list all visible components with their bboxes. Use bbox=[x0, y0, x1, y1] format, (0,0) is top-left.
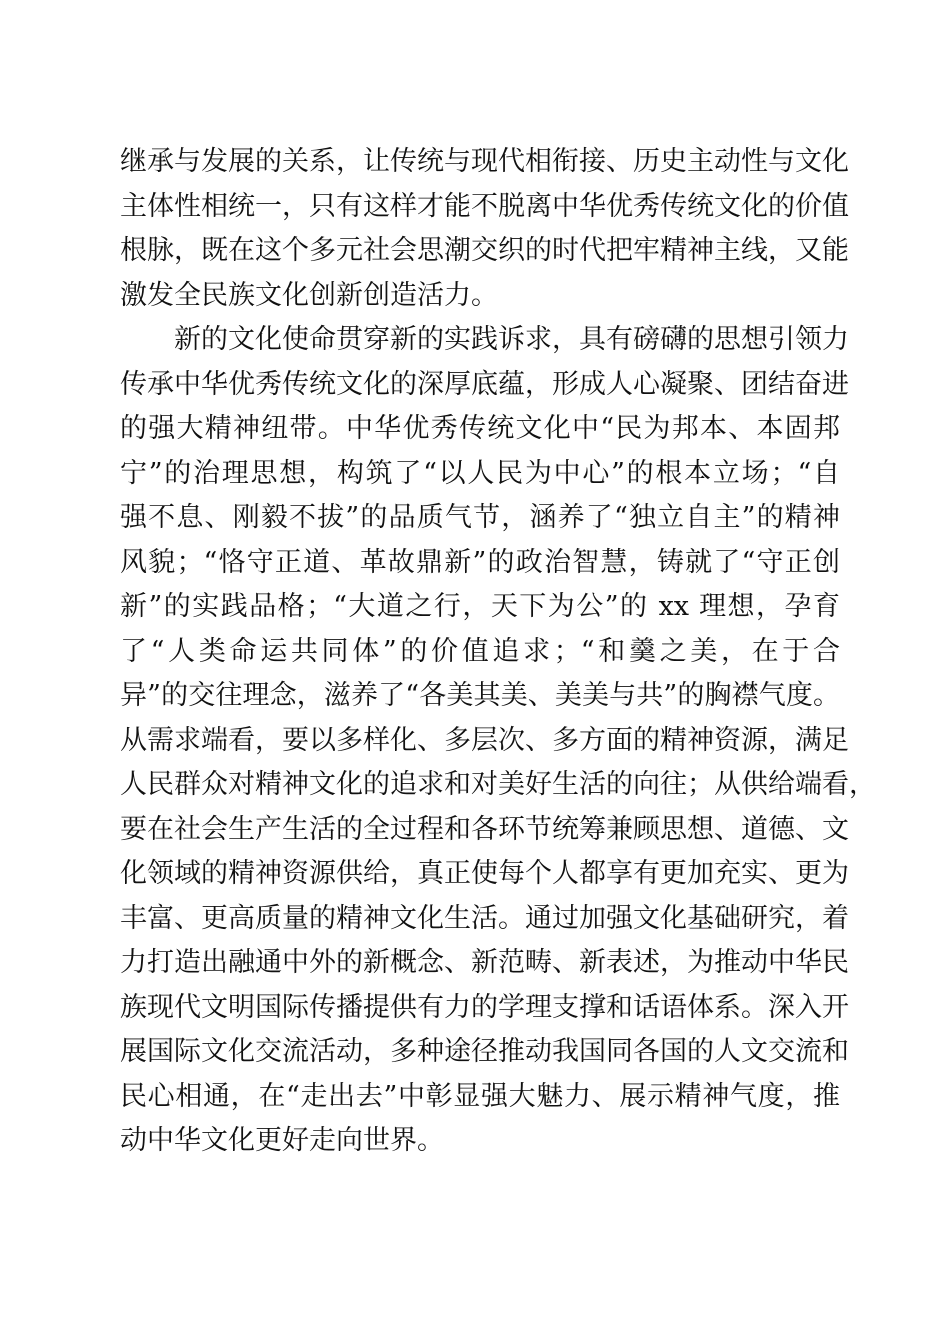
text-line: 展国际文化交流活动，多种途径推动我国同各国的人文交流和 bbox=[120, 1036, 849, 1067]
text-line: 激发全民族文化创新创造活力。 bbox=[120, 279, 498, 311]
paragraph-2 bbox=[120, 318, 876, 1164]
text-line: 了“人类命运共同体”的价值追求；“和羹之美，在于合 bbox=[120, 635, 840, 667]
text-line: 从需求端看，要以多样化、多层次、多方面的精神资源，满足 bbox=[120, 724, 849, 756]
text-line: 继承与发展的关系，让传统与现代相衔接、历史主动性与文化 bbox=[120, 146, 849, 177]
text-line: 的强大精神纽带。中华优秀传统文化中“民为邦本、本固邦 bbox=[120, 413, 840, 444]
text-line: 新”的实践品格；“大道之行，天下为公”的 xx 理想，孕育 bbox=[120, 591, 840, 622]
text-line: 民心相通，在“走出去”中彰显强大魅力、展示精神气度，推 bbox=[120, 1080, 840, 1112]
text-line: 传承中华优秀传统文化的深厚底蕴，形成人心凝聚、团结奋进 bbox=[120, 368, 849, 400]
text-line: 人民群众对精神文化的追求和对美好生活的向往；从供给端看， bbox=[120, 769, 876, 800]
text-line: 动中华文化更好走向世界。 bbox=[120, 1125, 444, 1156]
document-body bbox=[120, 140, 876, 1164]
text-line: 风貌；“恪守正道、革故鼎新”的政治智慧，铸就了“守正创 bbox=[120, 546, 840, 578]
text-line: 异”的交往理念，滋养了“各美其美、美美与共”的胸襟气度。 bbox=[120, 680, 840, 711]
text-line: 主体性相统一，只有这样才能不脱离中华优秀传统文化的价值 bbox=[120, 190, 849, 222]
text-line: 根脉，既在这个多元社会思潮交织的时代把牢精神主线，又能 bbox=[120, 235, 849, 266]
text-line: 新的文化使命贯穿新的实践诉求，具有磅礴的思想引领力 bbox=[120, 324, 849, 355]
text-line: 丰富、更高质量的精神文化生活。通过加强文化基础研究，着 bbox=[120, 902, 849, 934]
text-line: 宁”的治理思想，构筑了“以人民为中心”的根本立场；“自 bbox=[120, 457, 840, 489]
text-line: 化领域的精神资源供给，真正使每个人都享有更加充实、更为 bbox=[120, 858, 849, 889]
text-line: 强不息、刚毅不拔”的品质气节，涵养了“独立自主”的精神 bbox=[120, 502, 840, 533]
paragraph-1 bbox=[120, 140, 849, 318]
text-line: 力打造出融通中外的新概念、新范畴、新表述，为推动中华民 bbox=[120, 947, 849, 978]
text-line: 要在社会生产生活的全过程和各环节统筹兼顾思想、道德、文 bbox=[120, 813, 849, 845]
text-line: 族现代文明国际传播提供有力的学理支撑和话语体系。深入开 bbox=[120, 991, 849, 1023]
